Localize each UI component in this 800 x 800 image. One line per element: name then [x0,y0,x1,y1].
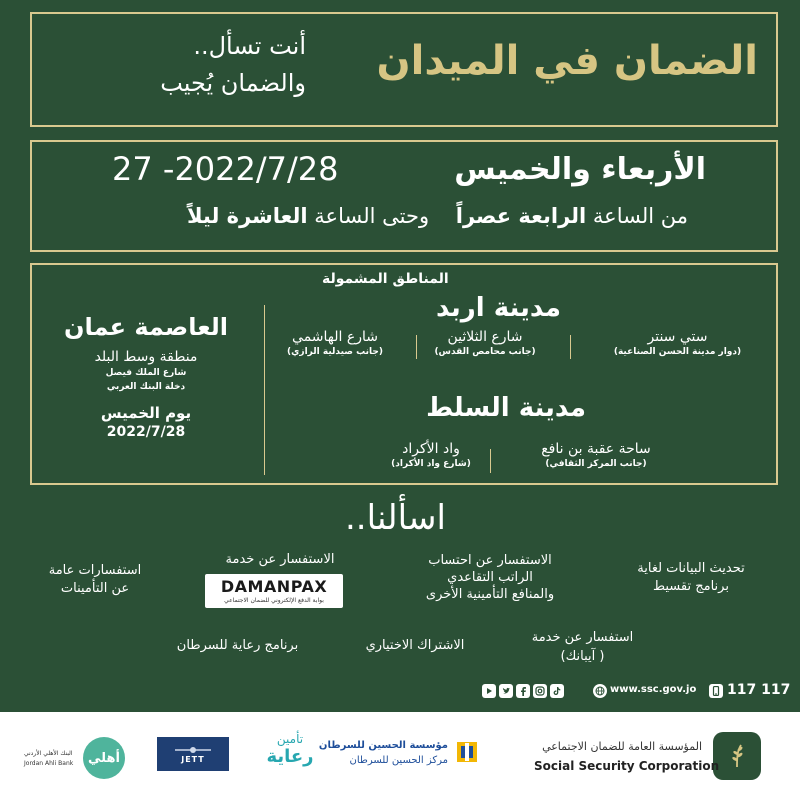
ssc-name-en: Social Security Corporation [534,759,720,773]
amman-day: يوم الخميس [100,404,192,422]
from-prefix: من الساعة [592,204,688,228]
service-line: الاستفسار عن خدمة [225,552,335,567]
amman-street-2: دخلة البنك العربي [106,382,186,392]
service-ibank [500,628,665,666]
khcc-logo [455,740,479,764]
irbid-location-3 [270,329,400,357]
location-detail: (شارع واد الأكراد) [391,459,471,469]
website-link[interactable]: www.ssc.gov.jo [610,684,697,695]
amman-date: 2022/7/28 [106,424,186,440]
header-box [30,12,778,127]
areas-heading: المناطق المشمولة [322,271,449,287]
location-name: ساحة عقبة بن نافع [541,441,651,457]
divider [490,449,491,473]
tiktok-icon[interactable] [550,684,564,698]
amman-block [36,313,256,440]
divider [570,335,571,359]
schedule-box [30,140,778,252]
location-name: واد الأكراد [402,441,460,457]
phone-icon [709,684,723,698]
location-detail: (جانب محامص القدس) [434,347,536,357]
raya-logo [266,732,314,767]
location-detail: (جانب صيدلية الرازي) [287,347,383,357]
facebook-icon[interactable] [516,684,530,698]
from-time: الرابعة عصراً [455,204,587,228]
service-line: ( آيبانك) [560,649,605,664]
instagram-icon[interactable] [533,684,547,698]
damanpax-caption: بوابة الدفع الإلكتروني للضمان الاجتماعي [224,597,324,604]
irbid-title: مدينة اربد [436,293,561,323]
salt-location-1 [516,441,676,469]
ahli-name-ar: البنك الأهلي الأردني [24,750,73,757]
service-line: الاشتراك الاختياري [365,638,465,653]
salt-location-2 [376,441,486,469]
services-heading: اسألنا.. [345,498,446,538]
service-update-data [606,560,776,596]
twitter-icon[interactable] [499,684,513,698]
location-name: ستي سنتر [647,329,708,345]
irbid-location-1 [595,329,760,357]
social-icons [482,684,564,698]
damanpax-logo [205,574,343,608]
service-line: استفسارات عامة [48,563,142,578]
event-hours [187,204,688,228]
youtube-icon[interactable] [482,684,496,698]
service-general-inquiries [20,562,170,598]
khcc-name-1: مؤسسة الحسين للسرطان [318,740,448,751]
to-prefix: وحتى الساعة [314,204,430,228]
service-pension-calc [395,552,585,603]
service-damanpax [195,552,365,567]
raya-line-1: تأمين [276,732,304,746]
jett-logo [157,737,229,771]
service-line: تحديث البيانات لغاية [637,561,745,576]
ahli-logo [83,737,125,779]
jett-wordmark: JETT [181,754,205,764]
amman-title: العاصمة عمان [64,313,228,341]
areas-box [30,263,778,485]
irbid-location-2 [410,329,560,357]
service-line: عن التأمينات [60,581,130,596]
location-detail: (دوار مدينة الحسن الصناعية) [613,347,742,357]
raya-line-2: رعاية [266,746,314,767]
service-line: برنامج رعاية للسرطان [176,638,299,653]
service-line: برنامج تقسيط [653,579,729,594]
globe-icon [593,684,607,698]
location-detail: (جانب المركز الثقافي) [545,459,647,469]
to-time: العاشرة ليلاً [186,204,308,228]
khcc-name-2: مركز الحسين للسرطان [349,755,448,766]
campaign-title: الضمان في الميدان [376,38,758,84]
service-optional-subscription [345,638,485,653]
ahli-name-en: Jordan Ahli Bank [24,760,74,767]
event-dates: 27 -2022/7/28 [112,150,339,188]
divider [416,335,417,359]
amman-area: منطقة وسط البلد [94,349,198,365]
sponsor-footer [0,712,800,800]
damanpax-wordmark: DAMANPAX [220,577,328,596]
amman-street-1: شارع الملك فيصل [105,368,187,378]
event-days: الأربعاء والخميس [454,152,706,187]
service-cancer-care [150,638,325,653]
service-line: استفسار عن خدمة [531,630,634,645]
ssc-logo [713,732,761,780]
service-line: الراتب التقاعدي [447,570,533,585]
tagline-line-1: أنت تسأل.. [193,32,306,60]
hotline-number[interactable]: 117 117 [727,682,791,698]
salt-title: مدينة السلط [426,393,586,423]
location-name: شارع الثلاثين [447,329,523,345]
ssc-name-ar: المؤسسة العامة للضمان الاجتماعي [542,740,702,753]
location-name: شارع الهاشمي [292,329,378,345]
tagline-line-2: والضمان يُجيب [160,69,306,97]
service-line: والمنافع التأمينية الأخرى [425,587,555,602]
service-line: الاستفسار عن احتساب [428,553,552,568]
amman-separator [264,305,265,475]
ahli-wordmark: أهلي [88,750,120,766]
